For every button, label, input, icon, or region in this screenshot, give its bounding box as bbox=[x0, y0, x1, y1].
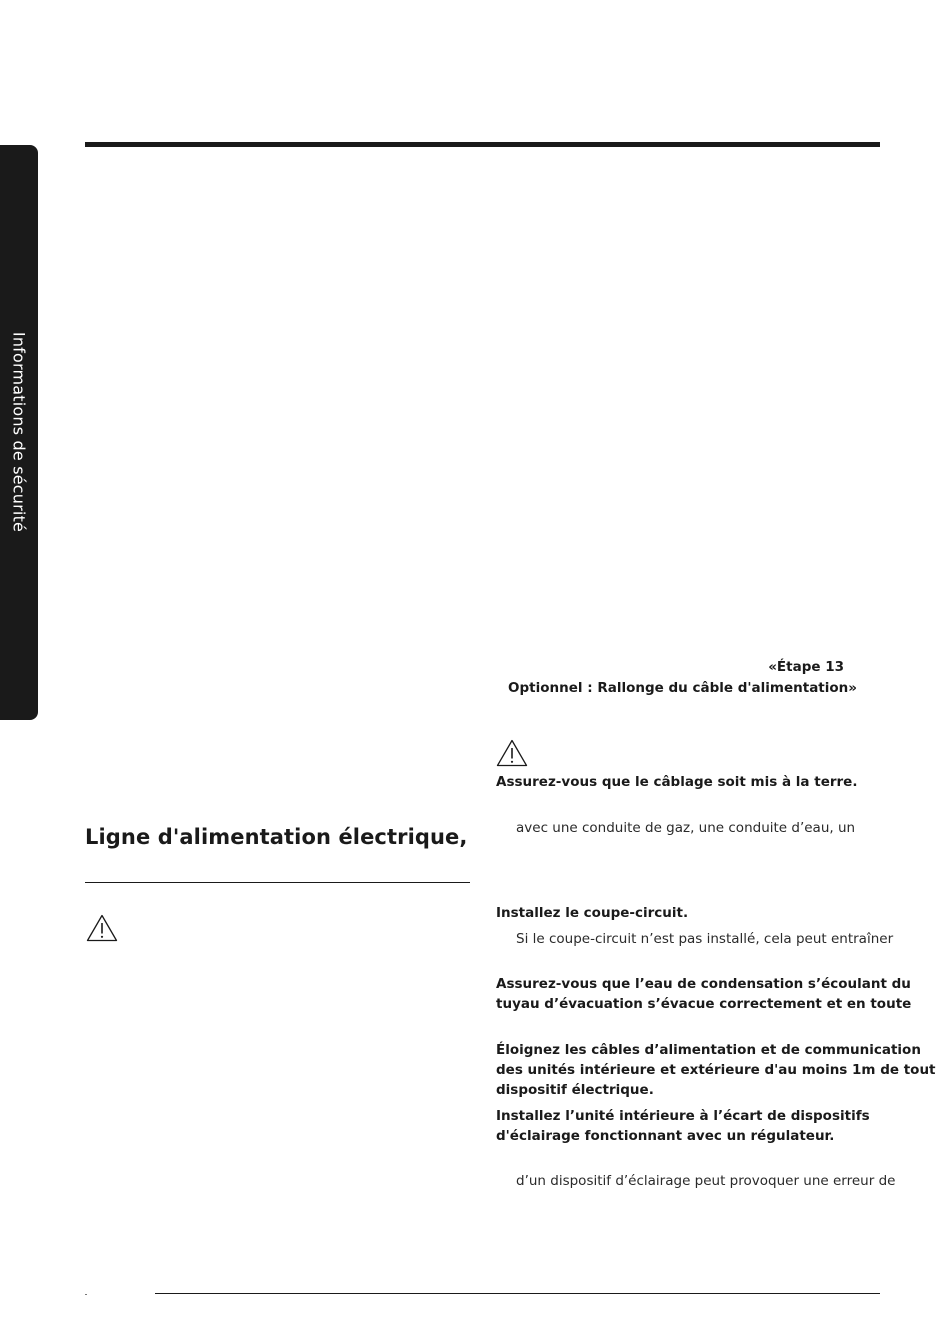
cable-distance-line2: des unités intérieure et extérieure d'au moins 1m de tout bbox=[496, 1062, 936, 1078]
condensation-instruction-line2: tuyau d’évacuation s’évacue correctement et en toute bbox=[496, 996, 912, 1012]
cable-distance-line1: Éloignez les câbles d’alimentation et de communication bbox=[496, 1042, 921, 1058]
lighting-detail: d’un dispositif d’éclairage peut provoquer une erreur de bbox=[516, 1173, 896, 1189]
cable-distance-line3: dispositif électrique. bbox=[496, 1082, 654, 1098]
reference-title: Optionnel : Rallonge du câble d'alimentation» bbox=[508, 680, 857, 696]
warning-triangle-icon bbox=[496, 739, 528, 767]
breaker-detail: Si le coupe-circuit n’est pas installé, cela peut entraîner bbox=[516, 931, 894, 947]
lighting-instruction-line1: Installez l’unité intérieure à l’écart de dispositifs bbox=[496, 1108, 870, 1124]
grounding-detail: avec une conduite de gaz, une conduite d’eau, un bbox=[516, 820, 856, 836]
header-rule bbox=[85, 142, 880, 147]
breaker-instruction: Installez le coupe-circuit. bbox=[496, 905, 689, 921]
reference-step: «Étape 13 bbox=[768, 659, 844, 675]
lighting-instruction-line2: d'éclairage fonctionnant avec un régulateur. bbox=[496, 1128, 835, 1144]
page-mark bbox=[85, 1294, 87, 1295]
condensation-instruction-line1: Assurez-vous que l’eau de condensation s’écoulant du bbox=[496, 976, 911, 992]
footer-rule bbox=[155, 1293, 880, 1294]
section-rule bbox=[85, 882, 470, 883]
section-heading: Ligne d'alimentation électrique, bbox=[85, 825, 468, 849]
warning-triangle-icon bbox=[86, 914, 118, 942]
grounding-instruction: Assurez-vous que le câblage soit mis à la terre. bbox=[496, 774, 858, 790]
side-tab-label: Informations de sécurité bbox=[9, 331, 29, 533]
